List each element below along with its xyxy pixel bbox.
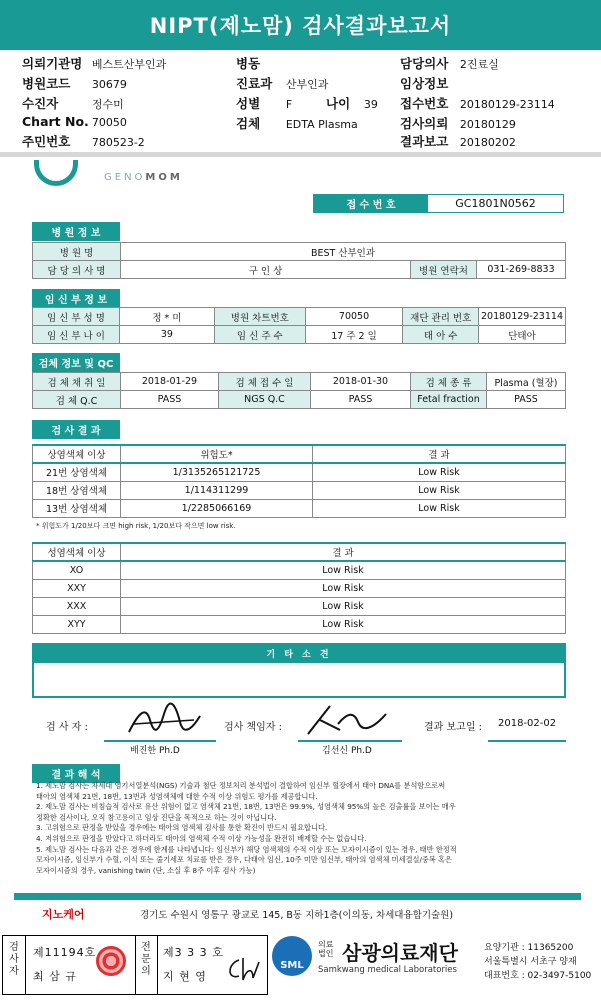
tester-signoff-name: 최 삼 규 [33,970,77,983]
other-findings-title: 기 타 소 견 [32,643,566,663]
hospital-table: 병 원 명 BEST 산부인과 담 당 의 사 명 구 인 상 병원 연락처 031-269-8833 [32,242,566,279]
table-row: XYY Low Risk [33,615,566,633]
sex-field: 성별 F [236,96,293,111]
request-field: 검사의뢰 20180129 [400,116,516,131]
table-row: XXX Low Risk [33,597,566,615]
footer-bar [14,893,581,900]
table-row: 21번 상염색체 1/3135265121725 Low Risk [33,463,566,481]
result-section-title: 검 사 결 과 [32,420,120,439]
manager-signature-icon [300,700,390,738]
report-title: NIPT(제노맘) 검사결과보고서 [0,0,601,50]
report-date-field: 결과보고 20180202 [400,134,516,149]
sml-logo: SML [272,936,312,976]
report-date-label: 결과 보고일 : [424,722,483,733]
sex-chromosome-table: 성염색체 이상 결 과 XO Low Risk XXY Low Risk XXX Low Risk XYY Low Risk [32,542,566,634]
other-findings-box [32,663,566,698]
tester-label: 검 사 자 : [46,722,88,733]
doctor-field: 담당의사 2진료실 [400,56,499,71]
code-field: 병원코드 30679 [22,76,127,91]
sml-phone: 대표번호 : 02-3497-5100 [484,971,592,981]
autosome-result-table: 상염색체 이상 위험도* 결 과 21번 상염색체 1/3135265121725 Low Risk 18번 상염색체 1/114311299 Low Risk 13번 상염색체 1/2285066169 Low Risk [32,444,566,518]
tester-line [104,740,216,742]
sml-institution-code: 요양기관 : 11365200 [484,943,574,953]
manager-label: 검사 책임자 : [224,722,283,733]
specialist-vertical-label: 전문의 [141,942,151,977]
tester-license: 제11194호 [33,946,97,959]
receipt-field: 접수번호 20180129-23114 [400,96,555,111]
table-row: XXY Low Risk [33,579,566,597]
receipt-number-box: 접 수 번 호 GC1801N0562 [313,194,564,213]
chart-field: Chart No. 70050 [22,114,127,129]
sml-address: 서울특별시 서초구 양재 [484,957,577,967]
signoff-box [2,935,268,995]
genocare-logo: 지노케어 [42,908,85,921]
age-field: 나이 39 [326,96,378,111]
hospital-section-title: 병 원 정 보 [32,222,120,241]
tester-signature-icon [124,702,204,738]
specialist-signature-icon [225,954,261,984]
dept-field: 진료과 산부인과 [236,76,329,91]
report-date-value: 2018-02-02 [498,718,557,729]
logo-mark-icon [34,160,78,186]
seal-stamp-icon [96,946,126,976]
genomom-logo: GENOMOM [28,162,228,188]
hospital-field: 의뢰기관명 베스트산부인과 [22,56,167,71]
separator [0,152,601,157]
interpretation-title: 결 과 해 석 [32,764,120,783]
specialist-name: 지 현 영 [163,970,207,983]
interpretation-text: 1. 제노맘 검사는 차세대 염기서열분석(NGS) 기술과 첨단 정보처리 분석법이 결합하여 임신부 혈장에서 태아 DNA를 분석함으로써 태아의 염색체 21번, 18번, 13번과 성염색체에 대한 수적 이상 위험도 평가를 제공합니다. 2. 제노맘 검사는 비침습적 검사로 유산 위험이 없고 염색체 21번, 18번, 13번은 99.9%, 성염색체 95%의 높은 검출률을 보이는 매우 정확한 검사이나, 오직 참고용이고 임상 진단을 목적으로 하는 것이 아닙니다. 3. 고위험으로 판정을 받았을 경우에는 태아의 염색체 검사를 통한 확진이 반드시 필요합니다. 4. 저위험으로 판정을 받았다고 하더라도 태아의 염색체 수적 이상 가능성을 완전히 배제할 수는 없습니다. 5. 제노맘 검사는 다음과 같은 경우에 한계를 나타냅니다: 임신부가 해당 염색체의 수적 이상 또는 모자이시즘이 있는 경우, 태반 한정적 모자이시즘, 임신부가 수혈, 이식 또는 줄기세포 치료를 받은 경우, 다태아 임신, 10주 미만 임신부, 태아의 염색체 미세결실/중복 혹은 모자이시즘의 경우, vanishing twin (단, 소실 후 8주 이후 검사 가능) [36,781,457,875]
sml-org-name: 삼광의료재단 [342,941,458,965]
id-field: 주민번호 780523-2 [22,134,145,149]
specimen-table: 검 체 채 취 일 2018-01-29 검 체 접 수 일 2018-01-30 검 체 종 류 Plasma (혈장) 검 체 Q.C PASS NGS Q.C PASS Fetal fraction PASS [32,372,566,409]
specimen-field: 검체 EDTA Plasma [236,116,358,131]
recipient-field: 수진자 정수미 [22,96,124,111]
patient-table: 임 신 부 성 명 정 * 미 병원 차트번호 70050 재단 관리 번호 20180129-23114 임 신 부 나 이 39 임 신 주 수 17 주 2 일 태 아 수 단태아 [32,307,566,344]
manager-name: 김선신 Ph.D [322,746,372,756]
clinical-field: 임상정보 [400,76,449,91]
risk-note: * 위험도가 1/20보다 크면 high risk, 1/20보다 작으면 low risk. [36,522,236,530]
specimen-section-title: 검체 정보 및 QC [32,353,120,372]
tester-vertical-label: 검사자 [9,942,19,977]
table-row: 13번 상염색체 1/2285066169 Low Risk [33,499,566,517]
footer-address: 경기도 수원시 영통구 광교로 145, B동 지하1층(이의동, 차세대융합기술원) [140,910,454,921]
patient-section-title: 임 신 부 정 보 [32,289,120,308]
manager-line [298,740,402,742]
specialist-license: 제3 3 3 호 [163,946,224,959]
tester-name: 배진한 Ph.D [130,746,180,756]
sml-org-english: Samkwang medical Laboratories [318,965,457,975]
sml-prefix: 의료 법인 [318,940,334,958]
table-row: 18번 상염색체 1/114311299 Low Risk [33,481,566,499]
date-line [488,740,566,742]
ward-field: 병동 [236,56,261,71]
table-row: XO Low Risk [33,561,566,579]
